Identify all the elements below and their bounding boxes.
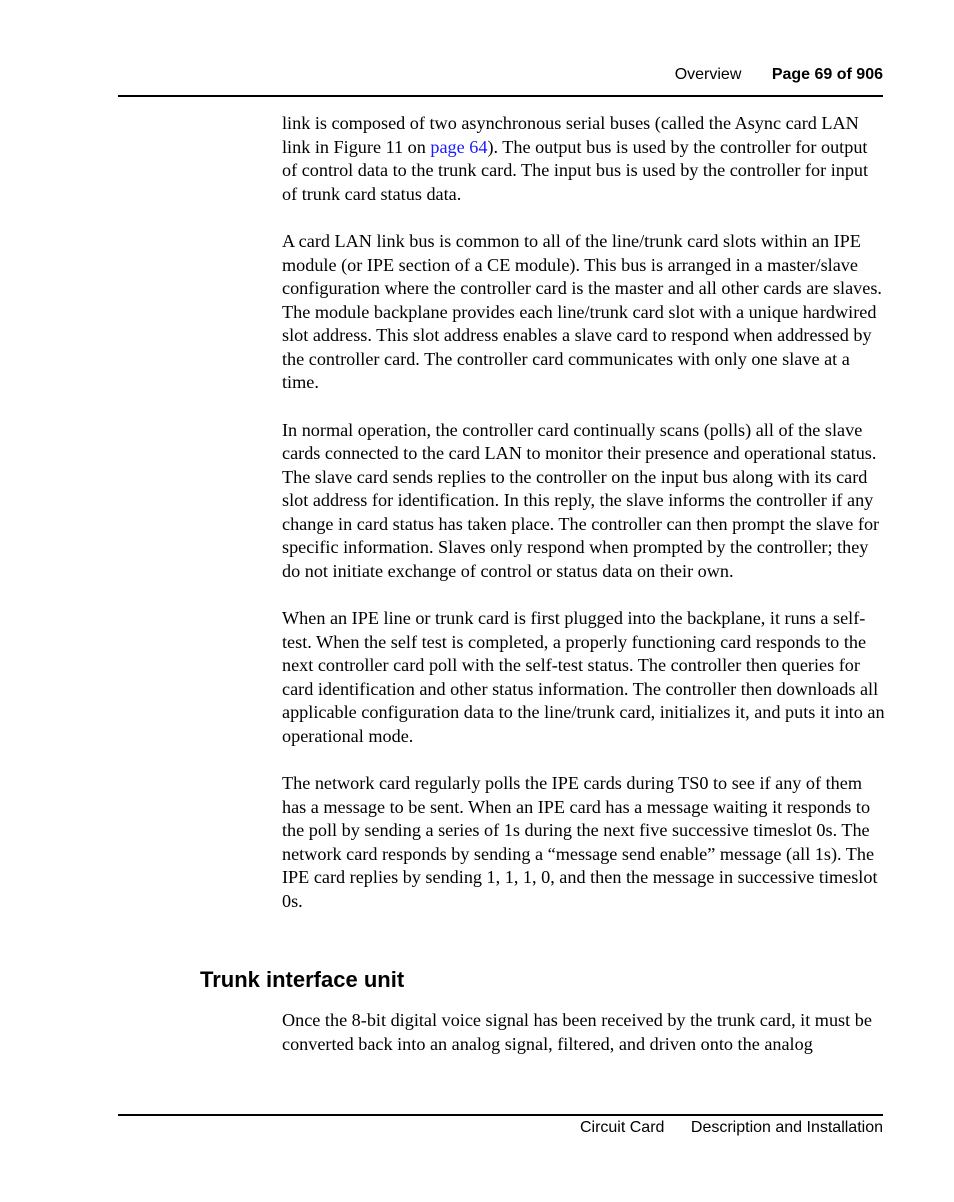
paragraph-async-card-lan: link is composed of two asynchronous serial buses (called the Async card LAN link in Figure 11 on page 64). The output bus is used by the controller for output of control data to the trunk card. The input bus is used by the controller for input of trunk card status data. <box>282 113 869 204</box>
header-rule <box>118 95 883 97</box>
page-64-link[interactable]: page 64 <box>430 136 488 157</box>
header-section-title: Overview <box>674 66 742 83</box>
footer-rule <box>118 1114 883 1116</box>
page-footer <box>580 1117 883 1139</box>
paragraph-self-test: When an IPE line or trunk card is first plugged into the backplane, it runs a self-test. When the self test is completed, a properly functioning card responds to the next controller card poll with the self-test status. The controller then queries for card identification and other status information. The controller then downloads all applicable configuration data to the line/trunk card, initializes it, and puts it into an operational mode. <box>282 608 885 746</box>
paragraph-card-lan-bus: A card LAN link bus is common to all of the line/trunk card slots within an IPE module (or IPE section of a CE module). This bus is arranged in a master/slave configuration where the controller card is the master and all other cards are slaves. The module backplane provides each line/trunk card slot with a unique hardwired slot address. This slot address enables a slave card to respond when addressed by the controller card. The controller card communicates with only one slave at a time. <box>282 231 882 392</box>
paragraph-network-card-polls: The network card regularly polls the IPE cards during TS0 to see if any of them has a message to be sent. When an IPE card has a message waiting it responds to the poll by sending a series of 1s during the next five successive timeslot 0s. The network card responds by sending a “message send enable” message (all 1s). The IPE card replies by sending 1, 1, 1, 0, and then the message in successive timeslot 0s. <box>282 773 878 911</box>
page-header <box>675 64 883 86</box>
footer-doc-title: Description and Installation <box>690 1119 883 1136</box>
paragraph-trunk-interface: Once the 8-bit digital voice signal has been received by the trunk card, it must be converted back into an analog signal, filtered, and driven onto the analog <box>282 1010 872 1054</box>
footer-doc-category: Circuit Card <box>579 1119 665 1136</box>
main-text <box>282 112 886 937</box>
paragraph-normal-operation: In normal operation, the controller card continually scans (polls) all of the slave cards connected to the card LAN to monitor their presence and operational status. The slave card sends replies to the controller on the input bus along with its card slot address for identification. In this reply, the slave informs the controller if any change in card status has taken place. The controller can then prompt the slave for specific information. Slaves only respond when prompted by the controller; they do not initiate exchange of control or status data on their own. <box>282 419 880 581</box>
header-page-number: Page 69 of 906 <box>771 66 883 83</box>
section-heading: Trunk interface unit <box>200 967 405 992</box>
section-text <box>282 1009 886 1080</box>
